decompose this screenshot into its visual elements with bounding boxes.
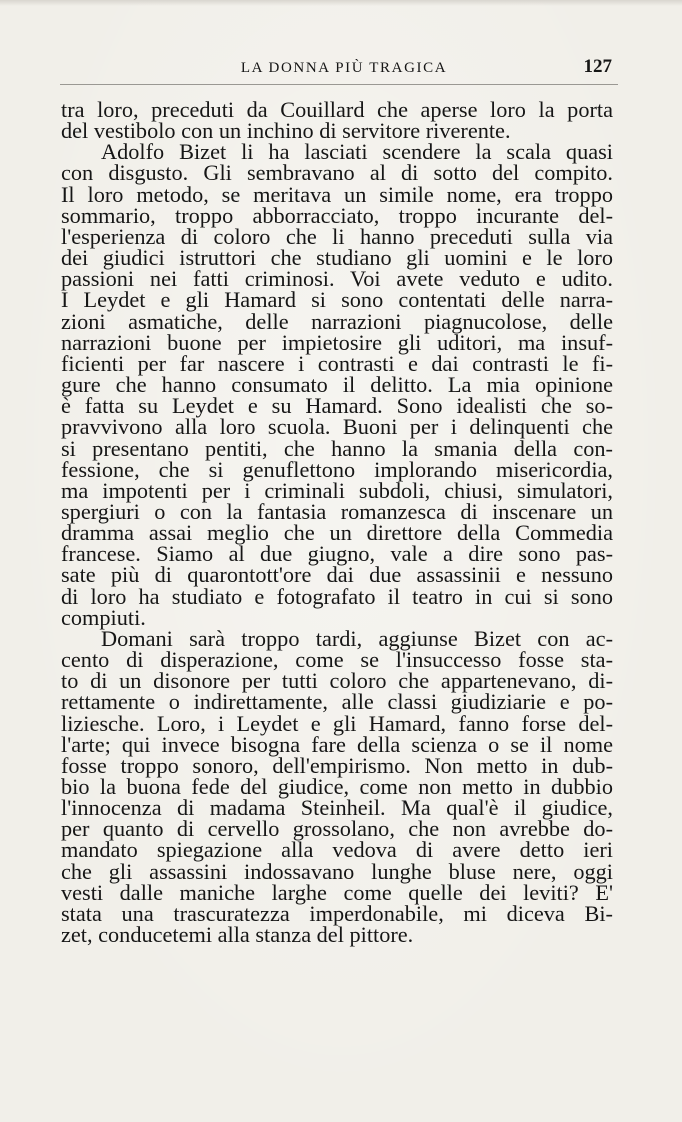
text-line: di loro ha studiato e fotografato il teatro in cui si sono: [61, 583, 613, 609]
text-line: sate più di quarontott'ore dai due assassinii e nessuno: [61, 562, 613, 588]
text-line: con disgusto. Gli sembravano al di sotto del compito.: [61, 160, 613, 186]
text-line: fessione, che si genuflettono implorando misericordia,: [61, 456, 613, 482]
scan-edge: [0, 0, 682, 6]
text-line: pravvivono alla loro scuola. Buoni per i delinquenti che: [61, 414, 613, 440]
text-line: che gli assassini indossavano lunghe bluse nere, oggi: [61, 858, 613, 884]
text-line: stata una trascuratezza imperdonabile, mi diceva Bi-: [61, 900, 613, 926]
text-line: ma impotenti per i criminali subdoli, chiusi, simulatori,: [61, 477, 613, 503]
text-line: si presentano pentiti, che hanno la smania della con-: [61, 435, 613, 461]
paragraph-3: [61, 625, 613, 948]
text-line: fosse troppo sonoro, dell'empirismo. Non metto in dub-: [61, 752, 613, 778]
page-number: 127: [583, 56, 612, 77]
body-text: [61, 97, 613, 948]
text-line: I Leydet e gli Hamard si sono contentati delle narra-: [61, 287, 613, 313]
text-line: Adolfo Bizet li ha lasciati scendere la scala quasi: [101, 139, 613, 165]
text-line: cento di disperazione, come se l'insuccesso fosse sta-: [61, 647, 613, 673]
text-line: narrazioni buone per impietosire gli uditori, ma insuf-: [61, 329, 613, 355]
header-rule: [60, 84, 618, 85]
text-line: è fatta su Leydet e su Hamard. Sono idealisti che so-: [61, 393, 613, 419]
text-line: tra loro, preceduti da Couillard che aperse loro la porta: [61, 97, 613, 122]
text-line: del vestibolo con un inchino di servitore riverente.: [61, 118, 511, 144]
text-line: l'innocenza di madama Steinheil. Ma qual'è il giudice,: [61, 795, 613, 821]
text-line: ficienti per far nascere i contrasti e dai contrasti le fi-: [61, 350, 613, 376]
text-line: per quanto di cervello grossolano, che non avrebbe do-: [61, 816, 613, 842]
text-line: l'arte; qui invece bisogna fare della scienza o se il nome: [61, 731, 613, 757]
text-line: liziesche. Loro, i Leydet e gli Hamard, fanno forse del-: [61, 710, 613, 736]
text-line: dramma assai meglio che un direttore della Commedia: [61, 520, 613, 546]
text-line: to di un disonore per tutti coloro che appartenevano, di-: [61, 668, 613, 694]
text-line: passioni nei fatti criminosi. Voi avete veduto e udito.: [61, 266, 613, 292]
page-header: [76, 58, 612, 82]
text-line: compiuti.: [61, 604, 146, 630]
text-line: sommario, troppo abborracciato, troppo incurante del-: [61, 202, 613, 228]
text-line: mandato spiegazione alla vedova di avere detto ieri: [61, 837, 613, 863]
paragraph-1: [61, 97, 613, 144]
text-line: Il loro metodo, se meritava un simile nome, era troppo: [61, 181, 613, 207]
text-line: vesti dalle maniche larghe come quelle dei leviti? E': [61, 879, 613, 905]
running-title: LA DONNA PIÙ TRAGICA: [240, 60, 448, 76]
paragraph-2: [61, 141, 613, 628]
text-line: zet, conducetemi alla stanza del pittore.: [61, 922, 414, 948]
text-line: spergiuri o con la fantasia romanzesca di inscenare un: [61, 498, 613, 524]
text-line: rettamente o indirettamente, alle classi giudiziarie e po-: [61, 689, 613, 715]
text-line: Domani sarà troppo tardi, aggiunse Bizet con ac-: [101, 625, 613, 651]
text-line: bio la buona fede del giudice, come non metto in dubbio: [61, 774, 613, 799]
text-line: gure che hanno consumato il delitto. La mia opinione: [61, 372, 613, 398]
text-line: l'esperienza di coloro che li hanno preceduti sulla via: [61, 223, 613, 249]
text-line: dei giudici istruttori che studiano gli uomini e le loro: [61, 245, 613, 271]
text-line: francese. Siamo al due giugno, vale a dire sono pas-: [61, 541, 613, 567]
text-line: zioni asmatiche, delle narrazioni piagnucolose, delle: [61, 308, 613, 334]
